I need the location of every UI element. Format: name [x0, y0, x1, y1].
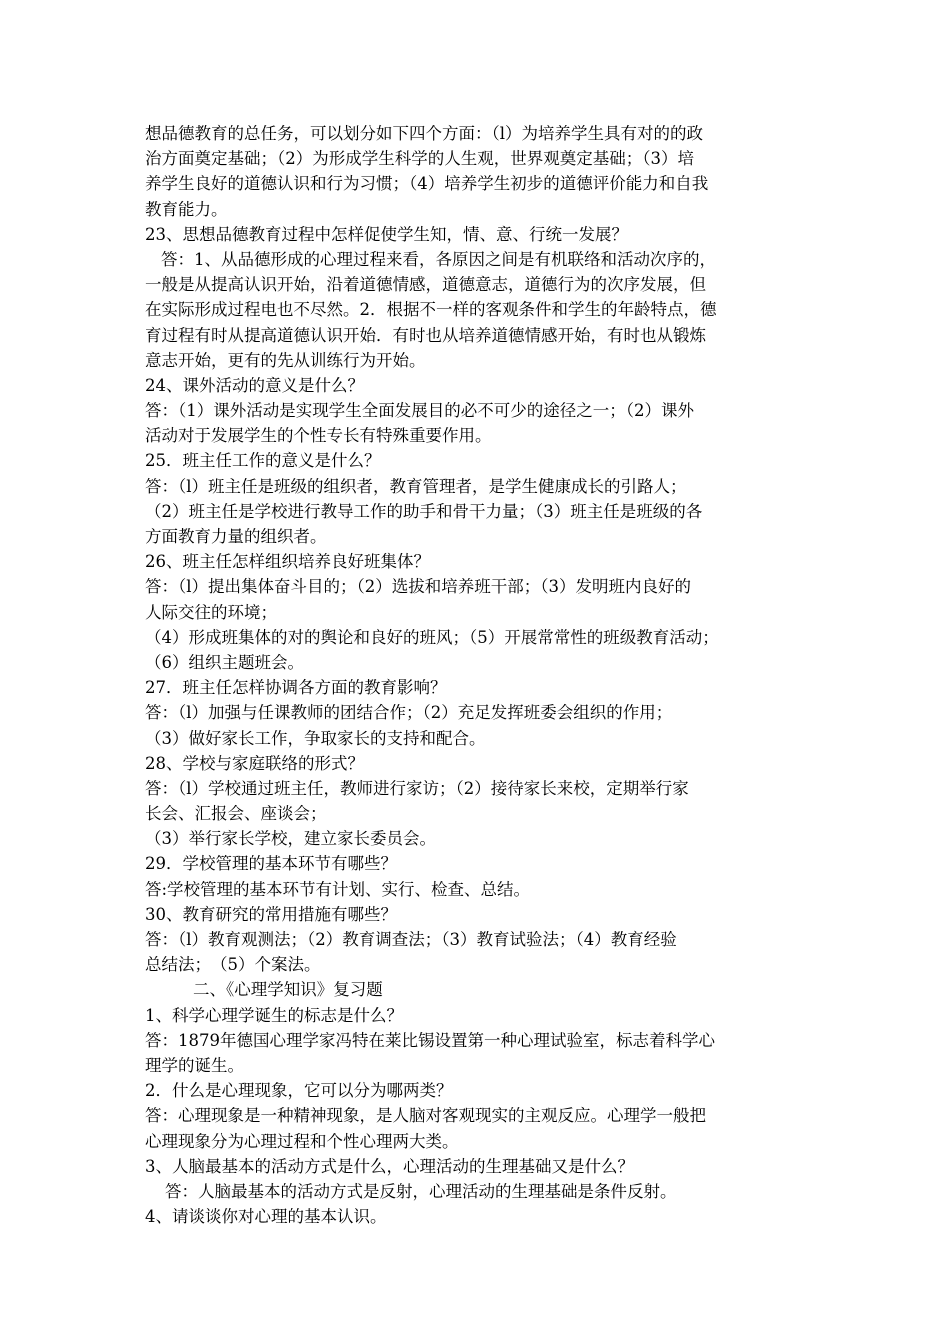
answer-line: 答：（1）课外活动是实现学生全面发展目的必不可少的途径之一；（2）课外 — [145, 401, 694, 421]
text-line: 意志开始，更有的先从训练行为开始。 — [145, 350, 426, 370]
answer-line: 答：（l）班主任是班级的组织者，教育管理者，是学生健康成长的引路人； — [145, 476, 687, 496]
text-line: （4）形成班集体的对的舆论和良好的班风；（5）开展常常性的班级教育活动； — [145, 627, 719, 647]
question-heading: 4、请谈谈你对心理的基本认识。 — [145, 1207, 387, 1227]
text-line: （3）做好家长工作，争取家长的支持和配合。 — [145, 728, 486, 748]
text-line: 活动对于发展学生的个性专长有特殊重要作用。 — [145, 426, 492, 446]
question-heading: 3、人脑最基本的活动方式是什么，心理活动的生理基础又是什么？ — [145, 1156, 634, 1176]
text-line: 人际交往的环境； — [145, 602, 277, 622]
answer-line: 答：人脑最基本的活动方式是反射，心理活动的生理基础是条件反射。 — [165, 1181, 677, 1201]
text-line: 总结法； （5）个案法。 — [145, 955, 321, 975]
answer-line: 答：（l）加强与任课教师的团结合作；（2）充足发挥班委会组织的作用； — [145, 703, 673, 723]
text-line: 心理现象分为心理过程和个性心理两大类。 — [145, 1131, 459, 1151]
text-line: 教育能力。 — [145, 199, 228, 219]
question-heading: 24、课外活动的意义是什么？ — [145, 375, 364, 395]
text-line: 理学的诞生。 — [145, 1055, 244, 1075]
question-heading: 26、班主任怎样组织培养良好班集体？ — [145, 552, 430, 572]
text-line: 在实际形成过程电也不尽然。2．根据不一样的客观条件和学生的年龄特点，德 — [145, 300, 717, 320]
text-line: （3）举行家长学校，建立家长委员会。 — [145, 829, 436, 849]
text-line: 治方面奠定基础；（2）为形成学生科学的人生观，世界观奠定基础；（3）培 — [145, 149, 694, 169]
text-line: 长会、汇报会、座谈会； — [145, 804, 327, 824]
answer-line: 答:学校管理的基本环节有计划、实行、检查、总结。 — [145, 879, 531, 899]
answer-line: 答：1、从品德形成的心理过程来看，各原因之间是有机联络和活动次序的， — [161, 249, 716, 269]
question-heading: 1、科学心理学诞生的标志是什么？ — [145, 1005, 403, 1025]
question-heading: 23、思想品德教育过程中怎样促使学生知，情、意、行统一发展？ — [145, 224, 628, 244]
answer-line: 答：（l）学校通过班主任，教师进行家访；（2）接待家长来校，定期举行家 — [145, 778, 689, 798]
text-line: 方面教育力量的组织者。 — [145, 527, 327, 546]
question-heading: 2．什么是心理现象，它可以分为哪两类？ — [145, 1081, 453, 1101]
text-line: 育过程有时从提高道德认识开始．有时也从培养道德情感开始，有时也从锻炼 — [145, 325, 706, 345]
answer-line: 答：（l）提出集体奋斗目的；（2）选拔和培养班干部；（3）发明班内良好的 — [145, 577, 692, 597]
text-line: 一般是从提高认识开始，沿着道德情感，道德意志，道德行为的次序发展，但 — [145, 275, 706, 295]
question-heading: 25．班主任工作的意义是什么？ — [145, 451, 381, 471]
text-line: 想品德教育的总任务，可以划分如下四个方面：（l）为培养学生具有对的的政 — [145, 124, 704, 143]
answer-line: 答：1879年德国心理学家冯特在莱比锡设置第一种心理试验室，标志着科学心 — [145, 1030, 715, 1050]
document-body — [145, 121, 825, 1229]
question-heading: 30、教育研究的常用措施有哪些？ — [145, 904, 397, 924]
question-heading: 27．班主任怎样协调各方面的教育影响？ — [145, 678, 447, 698]
answer-line: 答：（l）教育观测法；（2）教育调查法；（3）教育试验法；（4）教育经验 — [145, 930, 677, 949]
question-heading: 29．学校管理的基本环节有哪些？ — [145, 854, 397, 874]
text-line: 养学生良好的道德认识和行为习惯；（4）培养学生初步的道德评价能力和自我 — [145, 174, 709, 194]
section-heading: 二、《心理学知识》复习题 — [193, 980, 383, 1000]
text-line: （6）组织主题班会。 — [145, 652, 304, 672]
question-heading: 28、学校与家庭联络的形式？ — [145, 753, 364, 773]
text-line: （2）班主任是学校进行教导工作的助手和骨干力量；（3）班主任是班级的各 — [145, 501, 703, 521]
answer-line: 答：心理现象是一种精神现象，是人脑对客观现实的主观反应。心理学一般把 — [145, 1106, 706, 1126]
